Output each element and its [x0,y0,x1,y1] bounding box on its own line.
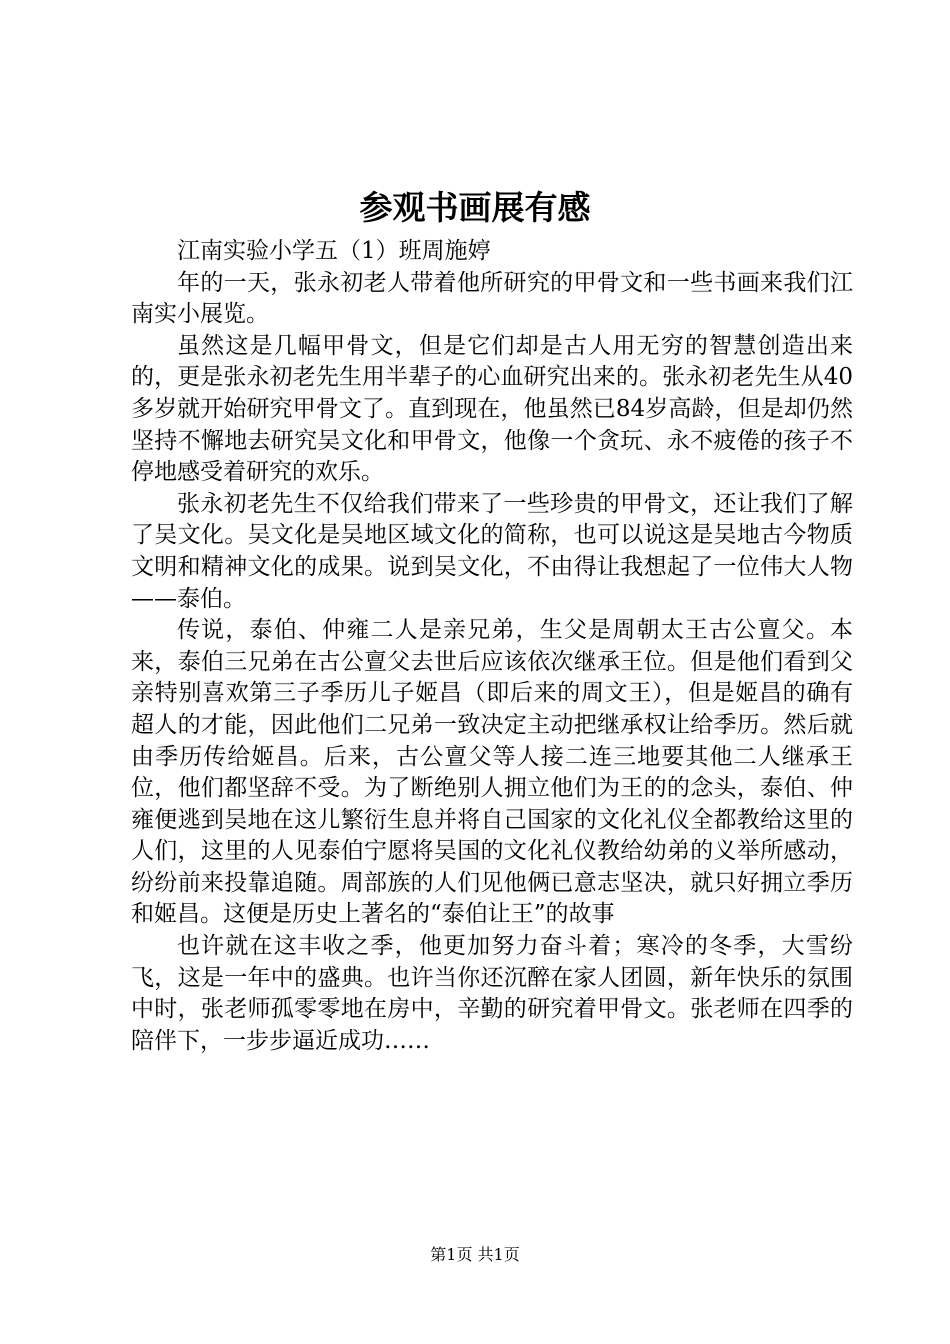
paragraph: 传说，泰伯、仲雍二人是亲兄弟，生父是周朝太王古公亶父。本来，泰伯三兄弟在古公亶父去世后应该依次继承王位。但是他们看到父亲特别喜欢第三子季历儿子姬昌（即后来的周文王），但是姬昌的确有超人的才能，因此他们二兄弟一致决定主动把继承权让给季历。然后就由季历传给姬昌。后来，古公亶父等人接二连三地要其他二人继承王位，他们都坚辞不受。为了断绝别人拥立他们为王的的念头，泰伯、仲雍便逃到吴地在这儿繁衍生息并将自己国家的文化礼仪全都教给这里的人们，这里的人见泰伯宁愿将吴国的文化礼仪教给幼弟的义举所感动，纷纷前来投靠追随。周部族的人们见他俩已意志坚决，就只好拥立季历和姬昌。这便是历史上著名的“泰伯让王”的故事 [131,617,853,928]
paragraph: 张永初老先生不仅给我们带来了一些珍贵的甲骨文，还让我们了解了吴文化。吴文化是吴地区域文化的简称，也可以说这是吴地古今物质文明和精神文化的成果。说到吴文化，不由得让我想起了一位伟大人物——泰伯。 [131,490,853,612]
page-footer: 第1页 共1页 [430,1245,520,1264]
author-line: 江南实验小学五（1）班周施婷 [177,238,491,264]
paragraph: 年的一天，张永初老人带着他所研究的甲骨文和一些书画来我们江南实小展览。 [131,269,853,328]
document-body [131,236,853,1057]
page-title: 参观书画展有感 [359,188,591,227]
paragraph: 也许就在这丰收之季，他更加努力奋斗着；寒冷的冬季，大雪纷飞，这是一年中的盛典。也许当你还沉醉在家人团圆，新年快乐的氛围中时，张老师孤零零地在房中，辛勤的研究着甲骨文。张老师在四季的陪伴下，一步步逼近成功…… [131,933,853,1054]
paragraph: 虽然这是几幅甲骨文，但是它们却是古人用无穷的智慧创造出来的，更是张永初老先生用半辈子的心血研究出来的。张永初老先生从40多岁就开始研究甲骨文了。直到现在，他虽然已84岁高龄，但是却仍然坚持不懈地去研究吴文化和甲骨文，他像一个贪玩、永不疲倦的孩子不停地感受着研究的欢乐。 [131,332,853,486]
